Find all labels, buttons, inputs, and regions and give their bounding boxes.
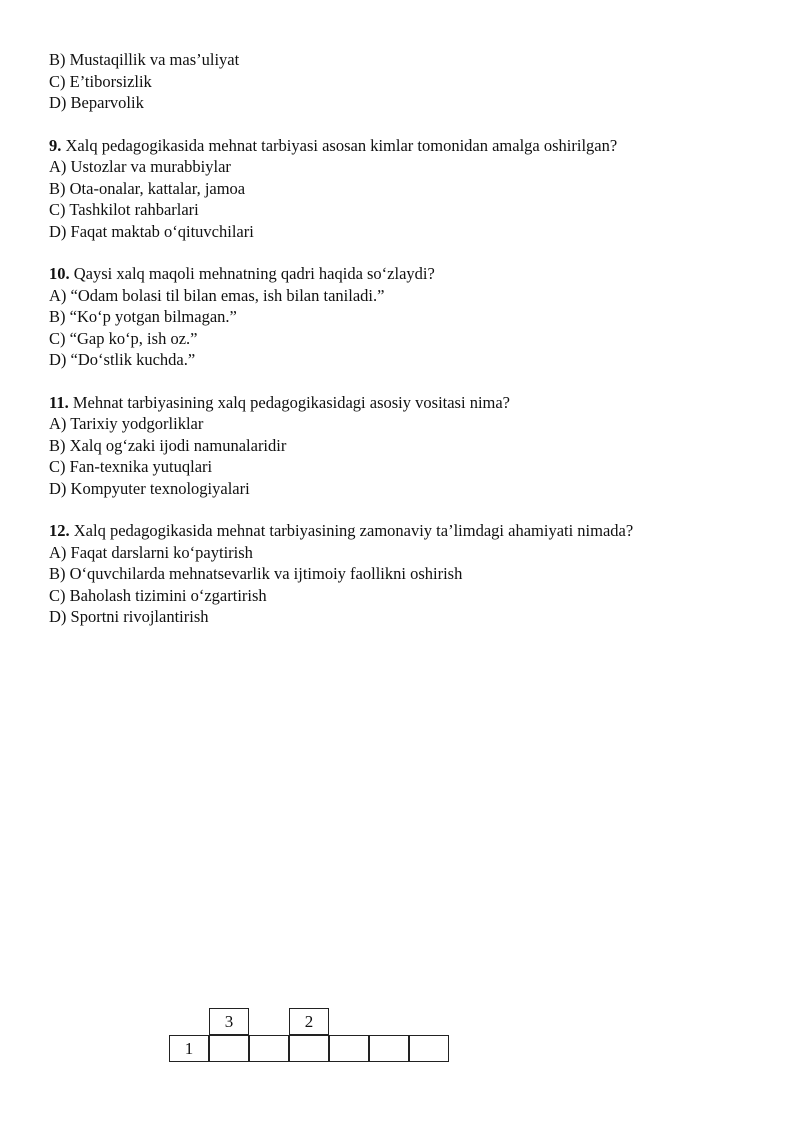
crossword-cell[interactable] [409, 1035, 449, 1062]
question-9 [49, 135, 769, 243]
crossword-cell-3[interactable]: 3 [209, 1008, 249, 1035]
crossword-cell[interactable] [369, 1035, 409, 1062]
quiz-page [49, 49, 769, 628]
crossword-cell[interactable] [289, 1035, 329, 1062]
question-text: 9. Xalq pedagogikasida mehnat tarbiyasi asosan kimlar tomonidan amalga oshirilgan? [49, 135, 618, 155]
question-12 [49, 520, 769, 628]
option: D) Faqat maktab o‘qituvchilari [49, 221, 254, 241]
crossword-cell[interactable] [249, 1035, 289, 1062]
question-text: 11. Mehnat tarbiyasining xalq pedagogikasidagi asosiy vositasi nima? [49, 392, 511, 412]
option: D) Kompyuter texnologiyalari [49, 478, 250, 498]
option: D) Beparvolik [49, 93, 144, 112]
option: C) Fan-texnika yutuqlari [49, 457, 213, 476]
option: C) “Gap ko‘p, ish oz.” [49, 328, 198, 348]
option: B) Ota-onalar, kattalar, jamoa [49, 178, 246, 198]
option: D) “Do‘stlik kuchda.” [49, 350, 196, 369]
question-text: 10. Qaysi xalq maqoli mehnatning qadri haqida so‘zlaydi? [49, 264, 435, 283]
crossword-cell-2[interactable]: 2 [289, 1008, 329, 1035]
question-number: 12. [49, 521, 70, 540]
option: A) Tarixiy yodgorliklar [49, 414, 204, 433]
question-11 [49, 392, 769, 500]
previous-question-options [49, 49, 769, 114]
option: B) “Ko‘p yotgan bilmagan.” [49, 307, 237, 326]
crossword-grid [169, 1006, 453, 1063]
crossword-cell[interactable] [209, 1035, 249, 1062]
option: C) Tashkilot rahbarlari [49, 200, 199, 219]
option: A) Ustozlar va murabbiylar [49, 157, 231, 176]
option: A) “Odam bolasi til bilan emas, ish bilan taniladi.” [49, 285, 385, 305]
option: A) Faqat darslarni ko‘paytirish [49, 542, 253, 562]
question-number: 11. [49, 392, 69, 412]
question-10 [49, 263, 769, 371]
option: C) Baholash tizimini o‘zgartirish [49, 585, 267, 605]
option: B) O‘quvchilarda mehnatsevarlik va ijtimoiy faollikni oshirish [49, 564, 463, 583]
option: C) E’tiborsizlik [49, 71, 152, 91]
option: B) Mustaqillik va mas’uliyat [49, 50, 240, 69]
question-text: 12. Xalq pedagogikasida mehnat tarbiyasining zamonaviy ta’limdagi ahamiyati nimada? [49, 521, 634, 540]
question-number: 9. [49, 135, 62, 155]
crossword-cell[interactable] [329, 1035, 369, 1062]
option: D) Sportni rivojlantirish [49, 607, 209, 626]
option: B) Xalq og‘zaki ijodi namunalaridir [49, 435, 287, 455]
question-number: 10. [49, 264, 70, 283]
crossword-cell-1[interactable]: 1 [169, 1035, 209, 1062]
